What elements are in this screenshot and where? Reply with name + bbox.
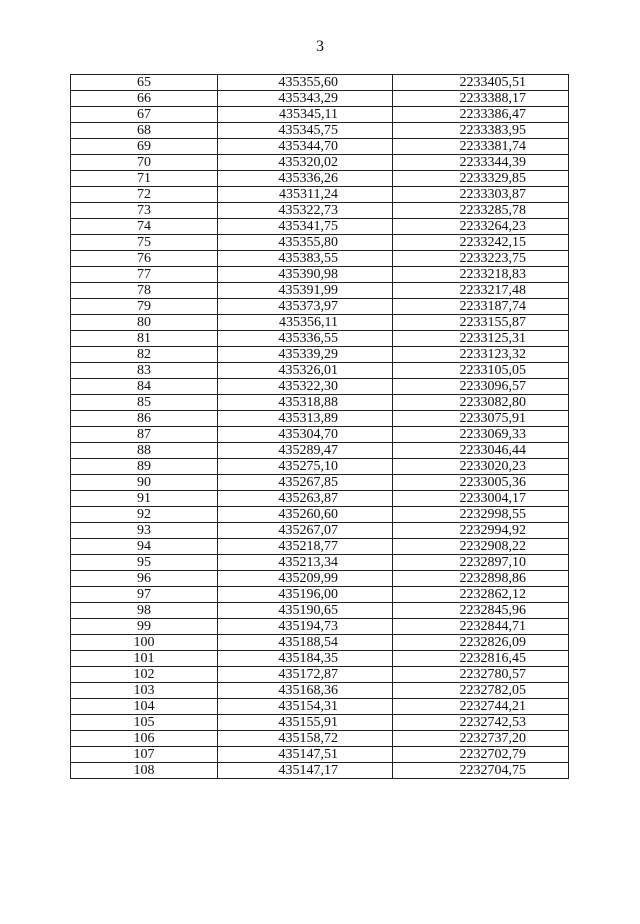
- y-coordinate-cell: 2233020,23: [393, 459, 569, 475]
- point-number-cell: 76: [71, 251, 218, 267]
- point-number-cell: 69: [71, 139, 218, 155]
- point-number-cell: 81: [71, 331, 218, 347]
- table-row: [71, 75, 569, 91]
- table-row: [71, 91, 569, 107]
- x-coordinate-cell: 435184,35: [218, 651, 393, 667]
- x-coordinate-cell: 435355,60: [218, 75, 393, 91]
- point-number-cell: 72: [71, 187, 218, 203]
- x-coordinate-cell: 435158,72: [218, 731, 393, 747]
- point-number-cell: 92: [71, 507, 218, 523]
- table-row: [71, 731, 569, 747]
- table-row: [71, 443, 569, 459]
- y-coordinate-cell: 2232742,53: [393, 715, 569, 731]
- x-coordinate-cell: 435275,10: [218, 459, 393, 475]
- table-row: [71, 395, 569, 411]
- x-coordinate-cell: 435356,11: [218, 315, 393, 331]
- point-number-cell: 95: [71, 555, 218, 571]
- y-coordinate-cell: 2233082,80: [393, 395, 569, 411]
- y-coordinate-cell: 2232780,57: [393, 667, 569, 683]
- point-number-cell: 65: [71, 75, 218, 91]
- point-number-cell: 66: [71, 91, 218, 107]
- table-row: [71, 763, 569, 779]
- table-row: [71, 507, 569, 523]
- x-coordinate-cell: 435172,87: [218, 667, 393, 683]
- table-row: [71, 139, 569, 155]
- y-coordinate-cell: 2233303,87: [393, 187, 569, 203]
- y-coordinate-cell: 2233105,05: [393, 363, 569, 379]
- table-row: [71, 267, 569, 283]
- point-number-cell: 98: [71, 603, 218, 619]
- y-coordinate-cell: 2233069,33: [393, 427, 569, 443]
- y-coordinate-cell: 2233005,36: [393, 475, 569, 491]
- y-coordinate-cell: 2233242,15: [393, 235, 569, 251]
- point-number-cell: 102: [71, 667, 218, 683]
- y-coordinate-cell: 2232897,10: [393, 555, 569, 571]
- y-coordinate-cell: 2233285,78: [393, 203, 569, 219]
- x-coordinate-cell: 435194,73: [218, 619, 393, 635]
- point-number-cell: 86: [71, 411, 218, 427]
- x-coordinate-cell: 435390,98: [218, 267, 393, 283]
- point-number-cell: 75: [71, 235, 218, 251]
- y-coordinate-cell: 2233223,75: [393, 251, 569, 267]
- y-coordinate-cell: 2233405,51: [393, 75, 569, 91]
- x-coordinate-cell: 435391,99: [218, 283, 393, 299]
- y-coordinate-cell: 2232782,05: [393, 683, 569, 699]
- x-coordinate-cell: 435320,02: [218, 155, 393, 171]
- x-coordinate-cell: 435311,24: [218, 187, 393, 203]
- table-row: [71, 555, 569, 571]
- point-number-cell: 104: [71, 699, 218, 715]
- table-row: [71, 491, 569, 507]
- y-coordinate-cell: 2233218,83: [393, 267, 569, 283]
- x-coordinate-cell: 435326,01: [218, 363, 393, 379]
- point-number-cell: 93: [71, 523, 218, 539]
- y-coordinate-cell: 2232998,55: [393, 507, 569, 523]
- x-coordinate-cell: 435336,26: [218, 171, 393, 187]
- table-row: [71, 539, 569, 555]
- y-coordinate-cell: 2233123,32: [393, 347, 569, 363]
- table-row: [71, 171, 569, 187]
- point-number-cell: 108: [71, 763, 218, 779]
- point-number-cell: 82: [71, 347, 218, 363]
- table-row: [71, 747, 569, 763]
- point-number-cell: 103: [71, 683, 218, 699]
- point-number-cell: 91: [71, 491, 218, 507]
- table-row: [71, 155, 569, 171]
- point-number-cell: 84: [71, 379, 218, 395]
- point-number-cell: 105: [71, 715, 218, 731]
- x-coordinate-cell: 435267,07: [218, 523, 393, 539]
- x-coordinate-cell: 435345,75: [218, 123, 393, 139]
- table-row: [71, 187, 569, 203]
- x-coordinate-cell: 435318,88: [218, 395, 393, 411]
- table-row: [71, 411, 569, 427]
- x-coordinate-cell: 435304,70: [218, 427, 393, 443]
- point-number-cell: 85: [71, 395, 218, 411]
- x-coordinate-cell: 435322,73: [218, 203, 393, 219]
- point-number-cell: 79: [71, 299, 218, 315]
- x-coordinate-cell: 435339,29: [218, 347, 393, 363]
- y-coordinate-cell: 2233386,47: [393, 107, 569, 123]
- coordinates-table: [70, 74, 569, 779]
- y-coordinate-cell: 2233125,31: [393, 331, 569, 347]
- point-number-cell: 68: [71, 123, 218, 139]
- x-coordinate-cell: 435260,60: [218, 507, 393, 523]
- x-coordinate-cell: 435213,34: [218, 555, 393, 571]
- point-number-cell: 87: [71, 427, 218, 443]
- y-coordinate-cell: 2233187,74: [393, 299, 569, 315]
- y-coordinate-cell: 2232744,21: [393, 699, 569, 715]
- y-coordinate-cell: 2233381,74: [393, 139, 569, 155]
- point-number-cell: 100: [71, 635, 218, 651]
- y-coordinate-cell: 2232816,45: [393, 651, 569, 667]
- x-coordinate-cell: 435147,17: [218, 763, 393, 779]
- y-coordinate-cell: 2232898,86: [393, 571, 569, 587]
- x-coordinate-cell: 435289,47: [218, 443, 393, 459]
- y-coordinate-cell: 2232826,09: [393, 635, 569, 651]
- table-row: [71, 379, 569, 395]
- table-row: [71, 331, 569, 347]
- x-coordinate-cell: 435196,00: [218, 587, 393, 603]
- table-row: [71, 635, 569, 651]
- x-coordinate-cell: 435336,55: [218, 331, 393, 347]
- x-coordinate-cell: 435355,80: [218, 235, 393, 251]
- table-row: [71, 475, 569, 491]
- x-coordinate-cell: 435267,85: [218, 475, 393, 491]
- table-row: [71, 315, 569, 331]
- table-row: [71, 107, 569, 123]
- y-coordinate-cell: 2232862,12: [393, 587, 569, 603]
- y-coordinate-cell: 2233046,44: [393, 443, 569, 459]
- point-number-cell: 70: [71, 155, 218, 171]
- point-number-cell: 77: [71, 267, 218, 283]
- y-coordinate-cell: 2233217,48: [393, 283, 569, 299]
- y-coordinate-cell: 2232845,96: [393, 603, 569, 619]
- table-row: [71, 203, 569, 219]
- point-number-cell: 73: [71, 203, 218, 219]
- table-row: [71, 459, 569, 475]
- x-coordinate-cell: 435209,99: [218, 571, 393, 587]
- point-number-cell: 99: [71, 619, 218, 635]
- y-coordinate-cell: 2233383,95: [393, 123, 569, 139]
- point-number-cell: 97: [71, 587, 218, 603]
- x-coordinate-cell: 435341,75: [218, 219, 393, 235]
- x-coordinate-cell: 435154,31: [218, 699, 393, 715]
- x-coordinate-cell: 435344,70: [218, 139, 393, 155]
- y-coordinate-cell: 2232844,71: [393, 619, 569, 635]
- y-coordinate-cell: 2232994,92: [393, 523, 569, 539]
- x-coordinate-cell: 435383,55: [218, 251, 393, 267]
- table-row: [71, 347, 569, 363]
- table-row: [71, 619, 569, 635]
- table-row: [71, 603, 569, 619]
- table-row: [71, 587, 569, 603]
- y-coordinate-cell: 2233004,17: [393, 491, 569, 507]
- point-number-cell: 74: [71, 219, 218, 235]
- y-coordinate-cell: 2233075,91: [393, 411, 569, 427]
- y-coordinate-cell: 2233329,85: [393, 171, 569, 187]
- point-number-cell: 107: [71, 747, 218, 763]
- point-number-cell: 96: [71, 571, 218, 587]
- table-row: [71, 699, 569, 715]
- x-coordinate-cell: 435190,65: [218, 603, 393, 619]
- x-coordinate-cell: 435168,36: [218, 683, 393, 699]
- point-number-cell: 78: [71, 283, 218, 299]
- y-coordinate-cell: 2233388,17: [393, 91, 569, 107]
- table-row: [71, 299, 569, 315]
- y-coordinate-cell: 2232908,22: [393, 539, 569, 555]
- x-coordinate-cell: 435155,91: [218, 715, 393, 731]
- table-row: [71, 523, 569, 539]
- x-coordinate-cell: 435218,77: [218, 539, 393, 555]
- x-coordinate-cell: 435313,89: [218, 411, 393, 427]
- point-number-cell: 94: [71, 539, 218, 555]
- point-number-cell: 106: [71, 731, 218, 747]
- x-coordinate-cell: 435188,54: [218, 635, 393, 651]
- point-number-cell: 101: [71, 651, 218, 667]
- point-number-cell: 83: [71, 363, 218, 379]
- point-number-cell: 80: [71, 315, 218, 331]
- table-row: [71, 571, 569, 587]
- point-number-cell: 67: [71, 107, 218, 123]
- table-row: [71, 363, 569, 379]
- y-coordinate-cell: 2232704,75: [393, 763, 569, 779]
- coordinates-table-body: [71, 75, 569, 779]
- y-coordinate-cell: 2233155,87: [393, 315, 569, 331]
- table-row: [71, 283, 569, 299]
- table-row: [71, 427, 569, 443]
- table-row: [71, 683, 569, 699]
- table-row: [71, 235, 569, 251]
- point-number-cell: 90: [71, 475, 218, 491]
- x-coordinate-cell: 435343,29: [218, 91, 393, 107]
- y-coordinate-cell: 2233096,57: [393, 379, 569, 395]
- table-row: [71, 123, 569, 139]
- x-coordinate-cell: 435322,30: [218, 379, 393, 395]
- table-row: [71, 251, 569, 267]
- y-coordinate-cell: 2232737,20: [393, 731, 569, 747]
- y-coordinate-cell: 2232702,79: [393, 747, 569, 763]
- table-row: [71, 651, 569, 667]
- x-coordinate-cell: 435263,87: [218, 491, 393, 507]
- table-row: [71, 667, 569, 683]
- x-coordinate-cell: 435373,97: [218, 299, 393, 315]
- y-coordinate-cell: 2233344,39: [393, 155, 569, 171]
- page-number: 3: [316, 38, 324, 55]
- table-row: [71, 715, 569, 731]
- y-coordinate-cell: 2233264,23: [393, 219, 569, 235]
- point-number-cell: 89: [71, 459, 218, 475]
- point-number-cell: 71: [71, 171, 218, 187]
- x-coordinate-cell: 435345,11: [218, 107, 393, 123]
- x-coordinate-cell: 435147,51: [218, 747, 393, 763]
- point-number-cell: 88: [71, 443, 218, 459]
- table-row: [71, 219, 569, 235]
